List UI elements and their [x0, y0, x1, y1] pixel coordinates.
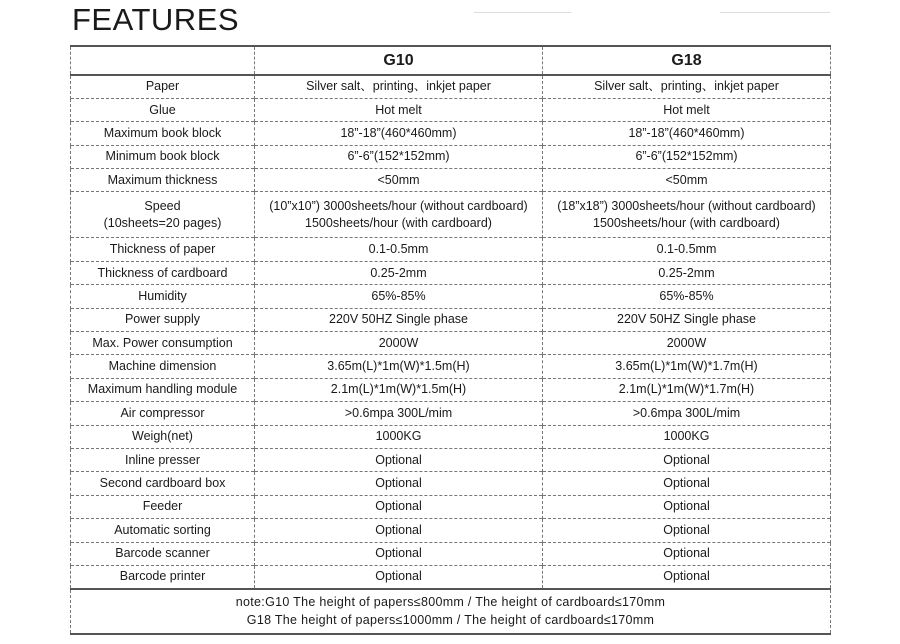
table-row [71, 75, 831, 98]
row-label-cell [71, 332, 255, 355]
g10-value-text: 1000KG [375, 429, 422, 444]
g10-value-cell [255, 261, 543, 284]
table-row [71, 448, 831, 471]
g18-value-cell [543, 448, 831, 471]
g10-value-cell [255, 145, 543, 168]
table-row [71, 565, 831, 588]
g18-value-cell [543, 332, 831, 355]
g18-value-text: (18”x18”) 3000sheets/hour (without cardboard) [557, 198, 816, 213]
g18-value-text: 18”-18”(460*460mm) [628, 125, 745, 140]
g18-value-cell [543, 122, 831, 145]
g18-value-cell [543, 542, 831, 565]
g18-value-cell [543, 565, 831, 588]
g10-value-cell [255, 308, 543, 331]
g10-value-cell [255, 238, 543, 261]
g18-value-text: Optional [663, 499, 710, 514]
g10-value-text: 0.1-0.5mm [368, 242, 429, 257]
g18-value-text: 65%-85% [659, 288, 714, 303]
note-line-g10: note:G10 The height of papers≤800mm / The height of cardboard≤170mm [235, 595, 666, 610]
g10-value-text: 1500sheets/hour (with cardboard) [305, 215, 492, 230]
row-label-cell [71, 355, 255, 378]
g10-value-text: Optional [375, 452, 422, 467]
g10-value-text: Silver salt、printing、inkjet paper [306, 79, 491, 94]
features-table [70, 45, 831, 635]
g10-value-text: 6”-6”(152*152mm) [347, 149, 450, 164]
row-label-text: Max. Power consumption [92, 335, 233, 350]
table-row [71, 285, 831, 308]
g10-value-cell [255, 542, 543, 565]
row-label-text: Thickness of paper [109, 242, 216, 257]
table-row [71, 238, 831, 261]
g18-value-text: 1500sheets/hour (with cardboard) [593, 215, 780, 230]
g18-value-text: <50mm [665, 172, 708, 187]
row-label-text: Speed [144, 198, 181, 213]
g10-value-text: 220V 50HZ Single phase [329, 312, 468, 327]
row-label-text: Paper [145, 79, 180, 94]
g18-value-text: Optional [663, 476, 710, 491]
row-label-text: Feeder [142, 499, 183, 514]
g10-value-cell [255, 122, 543, 145]
g10-value-cell [255, 402, 543, 425]
g18-value-cell [543, 98, 831, 121]
g10-value-cell [255, 495, 543, 518]
header-cell-g18: G18 [543, 46, 831, 75]
row-label-cell [71, 425, 255, 448]
row-label-text: Maximum book block [103, 125, 222, 140]
row-label-text: Inline presser [124, 452, 201, 467]
table-header-row [71, 46, 831, 75]
g18-value-text: 2.1m(L)*1m(W)*1.7m(H) [618, 382, 755, 397]
g10-value-text: Optional [375, 569, 422, 584]
row-label-cell [71, 122, 255, 145]
table-row [71, 192, 831, 238]
row-label-cell [71, 285, 255, 308]
g10-value-text: (10”x10”) 3000sheets/hour (without cardboard) [269, 198, 528, 213]
g18-value-cell [543, 238, 831, 261]
row-label-text: Automatic sorting [114, 522, 211, 537]
g10-value-cell [255, 378, 543, 401]
g10-value-text: 3.65m(L)*1m(W)*1.5m(H) [327, 359, 470, 374]
note-line-g18: G18 The height of papers≤1000mm / The height of cardboard≤170mm [246, 613, 655, 628]
g10-value-text: <50mm [377, 172, 420, 187]
row-label-text: (10sheets=20 pages) [103, 215, 222, 230]
decorative-rule [720, 12, 830, 13]
g10-value-text: Optional [375, 476, 422, 491]
table-row [71, 122, 831, 145]
g18-value-cell [543, 169, 831, 192]
g18-value-cell [543, 519, 831, 542]
g10-value-cell [255, 355, 543, 378]
g18-value-text: 1000KG [663, 429, 710, 444]
g10-value-cell [255, 425, 543, 448]
g18-value-text: >0.6mpa 300L/mim [632, 405, 741, 420]
g10-value-cell [255, 75, 543, 98]
row-label-cell [71, 308, 255, 331]
g10-value-cell [255, 448, 543, 471]
row-label-text: Maximum handling module [87, 382, 238, 397]
page-title: FEATURES [72, 2, 240, 37]
g18-value-text: 0.25-2mm [658, 265, 715, 280]
g10-value-text: 2.1m(L)*1m(W)*1.5m(H) [330, 382, 467, 397]
g18-value-text: 2000W [666, 335, 707, 350]
row-label-text: Power supply [124, 312, 201, 327]
row-label-cell [71, 448, 255, 471]
table-row [71, 472, 831, 495]
table-row [71, 332, 831, 355]
row-label-cell [71, 238, 255, 261]
g18-value-cell [543, 355, 831, 378]
g10-value-text: 2000W [378, 335, 419, 350]
g18-value-text: 6”-6”(152*152mm) [635, 149, 738, 164]
table-row [71, 169, 831, 192]
row-label-text: Humidity [138, 288, 187, 303]
table-row [71, 519, 831, 542]
row-label-text: Machine dimension [108, 359, 217, 374]
g18-value-text: Optional [663, 522, 710, 537]
g10-value-text: Optional [375, 546, 422, 561]
row-label-text: Glue [149, 102, 176, 117]
g10-value-text: Hot melt [375, 102, 422, 117]
note-cell [71, 589, 831, 634]
g10-value-cell [255, 472, 543, 495]
g10-value-text: 18”-18”(460*460mm) [340, 125, 457, 140]
header-cell-g10: G10 [255, 46, 543, 75]
row-label-cell [71, 192, 255, 238]
g10-value-cell [255, 98, 543, 121]
g18-value-cell [543, 285, 831, 308]
g18-value-cell [543, 261, 831, 284]
row-label-cell [71, 402, 255, 425]
g18-value-cell [543, 378, 831, 401]
g18-value-cell [543, 402, 831, 425]
row-label-cell [71, 472, 255, 495]
table-row [71, 378, 831, 401]
g10-value-text: Optional [375, 522, 422, 537]
row-label-text: Thickness of cardboard [97, 265, 228, 280]
g10-value-text: Optional [375, 499, 422, 514]
table-row [71, 98, 831, 121]
table-row [71, 355, 831, 378]
g10-value-cell [255, 169, 543, 192]
row-label-text: Weigh(net) [132, 429, 193, 444]
g10-value-cell [255, 519, 543, 542]
row-label-cell [71, 75, 255, 98]
table-row [71, 308, 831, 331]
decorative-rule [474, 12, 571, 13]
row-label-text: Minimum book block [105, 149, 220, 164]
table-row [71, 495, 831, 518]
g10-value-text: >0.6mpa 300L/mim [344, 405, 453, 420]
row-label-cell [71, 542, 255, 565]
row-label-cell [71, 565, 255, 588]
g18-value-text: Optional [663, 546, 710, 561]
g10-value-cell [255, 285, 543, 308]
row-label-cell [71, 169, 255, 192]
g18-value-cell [543, 495, 831, 518]
g10-value-cell [255, 565, 543, 588]
table-row [71, 425, 831, 448]
g18-value-text: 220V 50HZ Single phase [617, 312, 756, 327]
g10-value-text: 65%-85% [371, 288, 426, 303]
table-row [71, 542, 831, 565]
table-row [71, 145, 831, 168]
g18-value-text: 3.65m(L)*1m(W)*1.7m(H) [615, 359, 758, 374]
g18-value-cell [543, 472, 831, 495]
row-label-cell [71, 378, 255, 401]
row-label-cell [71, 261, 255, 284]
g18-value-cell [543, 192, 831, 238]
header-cell-empty [71, 46, 255, 75]
row-label-cell [71, 495, 255, 518]
g18-value-cell [543, 308, 831, 331]
table-body [71, 75, 831, 634]
row-label-cell [71, 98, 255, 121]
g10-value-cell [255, 332, 543, 355]
row-label-text: Maximum thickness [107, 172, 218, 187]
row-label-cell [71, 519, 255, 542]
g18-value-text: Hot melt [663, 102, 710, 117]
g10-value-text: 0.25-2mm [370, 265, 427, 280]
row-label-text: Barcode scanner [115, 546, 210, 561]
g18-value-cell [543, 425, 831, 448]
row-label-cell [71, 145, 255, 168]
g18-value-text: Optional [663, 452, 710, 467]
g18-value-text: 0.1-0.5mm [656, 242, 717, 257]
g18-value-cell [543, 75, 831, 98]
g18-value-text: Silver salt、printing、inkjet paper [594, 79, 779, 94]
row-label-text: Air compressor [120, 405, 205, 420]
g18-value-cell [543, 145, 831, 168]
row-label-text: Second cardboard box [99, 476, 226, 491]
g18-value-text: Optional [663, 569, 710, 584]
g10-value-cell [255, 192, 543, 238]
row-label-text: Barcode printer [119, 569, 206, 584]
table-row [71, 261, 831, 284]
note-row [71, 589, 831, 634]
table-row [71, 402, 831, 425]
